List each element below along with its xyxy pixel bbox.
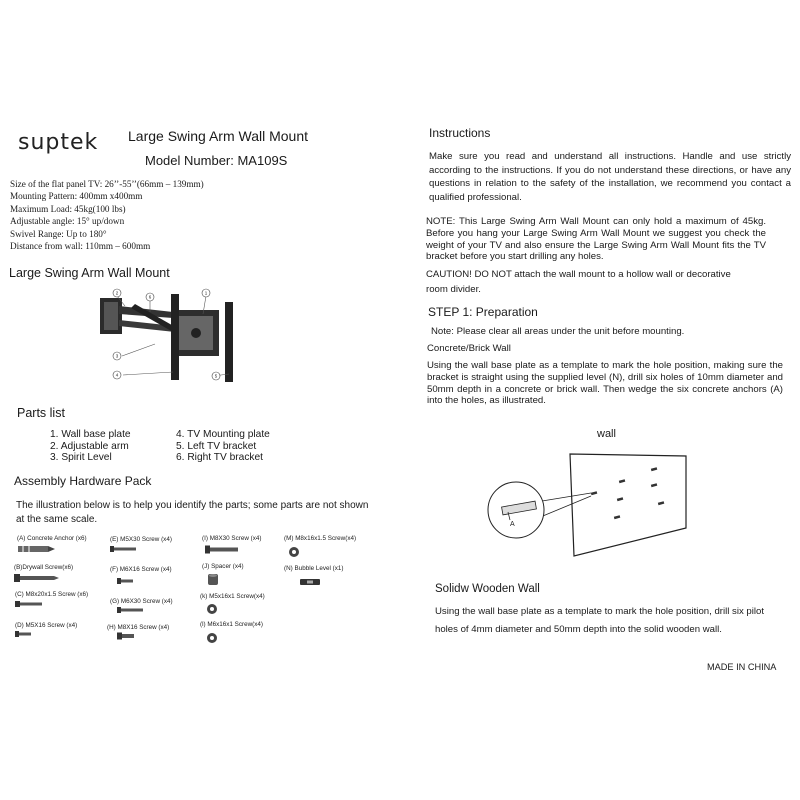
spacer-icon [207, 573, 221, 587]
callout-label: 3 [115, 353, 119, 359]
callout-label: 1 [204, 290, 208, 296]
callout-label: 2 [115, 290, 119, 296]
screw-m8x16-icon [117, 632, 139, 640]
spec-line: Adjustable angle: 15° up/down [10, 216, 125, 227]
screw-m5x30-icon [110, 545, 140, 553]
model-number: Model Number: MA109S [145, 153, 288, 168]
weight-note: NOTE: This Large Swing Arm Wall Mount can only hold a maximum of 45kg. Before you hang your Large Swing Arm Wall Mount we suggest you check the weight of your TV and also ensure the Large Swing Arm Wall Mount fits the TV bracket before you start drilling any holes. [426, 216, 766, 263]
hardware-label-j: (J) Spacer (x4) [202, 563, 244, 570]
hardware-label-i: (I) M8X30 Screw (x4) [202, 535, 262, 542]
hardware-label-e: (E) M5X30 Screw (x4) [110, 536, 172, 543]
right-bracket-shape [225, 302, 233, 382]
hardware-label-c: (C) M8x20x1.5 Screw (x6) [15, 591, 89, 598]
parts-item: 5. Left TV bracket [176, 440, 257, 452]
concrete-anchor-icon [17, 544, 57, 554]
made-in-label: MADE IN CHINA [707, 662, 777, 672]
callout-label: 4 [115, 372, 119, 378]
spec-list [10, 178, 204, 252]
washer-icon [206, 603, 218, 615]
screw-m6x16-icon [117, 577, 137, 585]
spec-line: Distance from wall: 110mm – 600mm [10, 241, 151, 252]
hardware-label-b: (B)Drywall Screw(x6) [14, 564, 74, 571]
wall-mount-illustration [95, 284, 255, 384]
hardware-label-m: (M) M8x16x1.5 Screw(x4) [284, 535, 357, 542]
wooden-instructions: Using the wall base plate as a template to mark the hole position, drill six pilot holes of 4mm diameter and 50mm depth into the solid wooden wall. [435, 606, 765, 635]
assembly-note: The illustration below is to help you identify the parts; some parts are not shown at the same scale. [16, 500, 369, 525]
hardware-label-f: (F) M6X16 Screw (x4) [110, 566, 172, 573]
spec-line: Swivel Range: Up to 180° [10, 228, 107, 239]
brand-logo [18, 130, 98, 155]
screw-m5x16-icon [15, 630, 35, 638]
parts-item: 1. Wall base plate [50, 429, 131, 440]
spec-line: Size of the flat panel TV: 26’’-55’’(66mm – 139mm) [10, 179, 204, 189]
concrete-heading: Concrete/Brick Wall [427, 343, 511, 354]
hardware-label-a: (A) Concrete Anchor (x6) [17, 535, 87, 542]
wall-label: wall [597, 428, 616, 440]
parts-item: 3. Spirit Level [50, 452, 112, 464]
hardware-label-d: (D) M5X16 Screw (x4) [15, 622, 78, 629]
assembly-heading: Assembly Hardware Pack [14, 474, 152, 488]
wall-drilling-illustration [486, 440, 696, 560]
parts-list-right [176, 429, 270, 464]
screw-m6x30-icon [117, 606, 147, 614]
parts-item: 4. TV Mounting plate [176, 429, 270, 440]
left-bracket-shape [171, 294, 179, 380]
hardware-label-l: (l) M6x16x1 Screw(x4) [200, 621, 263, 628]
hardware-label-g: (G) M6X30 Screw (x4) [110, 598, 173, 605]
hardware-label-n: (N) Bubble Level (x1) [284, 565, 344, 572]
washer-icon [206, 632, 218, 644]
screw-m8x20-icon [15, 600, 45, 608]
caution-text: CAUTION! DO NOT attach the wall mount to a hollow wall or decorative room divider. [426, 269, 731, 295]
instructions-heading: Instructions [429, 126, 491, 140]
anchor-label: A [510, 521, 515, 528]
wall-panel-shape [570, 454, 686, 556]
washer-icon [288, 546, 300, 558]
screw-m8x30-icon [205, 545, 241, 554]
parts-item: 6. Right TV bracket [176, 452, 264, 464]
callout-label: 5 [214, 373, 218, 379]
drywall-screw-icon [14, 573, 60, 583]
concrete-instructions: Using the wall base plate as a template to mark the hole position, making sure the bracket is straight using the supplied level (N), drill six holes of 10mm diameter and 50mm depth in a concrete or brick wall. Then wedge the six concrete anchors (A) into the holes, as illustrated. [427, 360, 783, 407]
step1-heading: STEP 1: Preparation [428, 305, 538, 319]
parts-list-left [50, 429, 131, 464]
spec-line: Maximum Load: 45kg(100 lbs) [10, 203, 126, 214]
spec-line: Mounting Pattern: 400mm x400mm [10, 191, 143, 202]
figure-heading: Large Swing Arm Wall Mount [9, 266, 170, 280]
parts-heading: Parts list [17, 406, 65, 420]
parts-item: 2. Adjustable arm [50, 440, 129, 452]
callout-label: 6 [148, 294, 152, 300]
hardware-label-h: (H) M8X16 Screw (x4) [107, 624, 170, 631]
brand-name: suptek [18, 130, 99, 155]
product-title: Large Swing Arm Wall Mount [128, 128, 308, 144]
bubble-level-icon [300, 578, 322, 586]
instructions-paragraph: Make sure you read and understand all instructions. Handle and use strictly according to the instructions. If you do not understand these directions, or have any questions in relation to the safety of the installation, we recommend you contact a qualified professional. [429, 151, 791, 203]
step1-note: Note: Please clear all areas under the unit before mounting. [431, 326, 685, 337]
wooden-heading: Solidw Wooden Wall [435, 583, 540, 595]
hardware-label-k: (k) M5x16x1 Screw(x4) [200, 593, 265, 600]
